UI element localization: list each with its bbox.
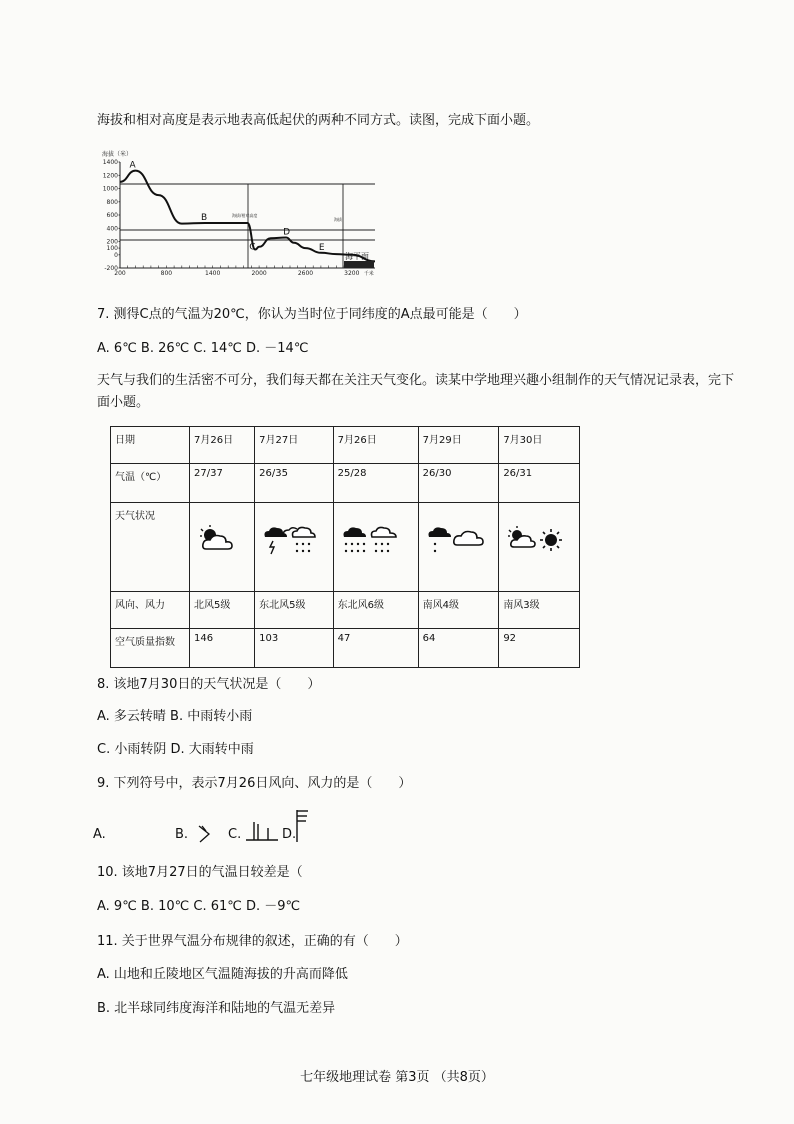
table-cell-weather xyxy=(255,503,333,592)
chart-x-tick-label: 3200 xyxy=(344,270,360,277)
light-rain-to-cloudy-icon xyxy=(425,523,487,557)
chart-point-label-a: A xyxy=(129,160,136,171)
intro-paragraph-2: 天气与我们的生活密不可分，我们每天都在关注天气变化。读某中学地理兴趣小组制作的天气情况记录表，完下面小题。 xyxy=(97,373,735,410)
table-cell-temp: 25/28 xyxy=(333,464,418,503)
table-row-label: 气温（℃） xyxy=(111,464,190,503)
question-7-stem: 7. 测得C点的气温为20℃，你认为当时位于同纬度的A点最可能是（ ） xyxy=(97,307,527,322)
intro-paragraph-1: 海拔和相对高度是表示地表高低起伏的两种不同方式。读图，完成下面小题。 xyxy=(97,113,540,128)
table-cell-wind: 东北风6级 xyxy=(333,592,418,629)
cloudy-to-sunny-icon xyxy=(505,523,567,557)
chart-y-tick-label: 0 xyxy=(114,251,118,259)
table-cell-wind: 北风5级 xyxy=(190,592,255,629)
table-row-weather xyxy=(111,503,580,592)
question-9-option-a-label: A. xyxy=(93,827,106,842)
table-row-label: 日期 xyxy=(111,427,190,464)
question-9-option-d-label: D. xyxy=(282,827,297,842)
chart-x-tick-label: 1400 xyxy=(205,270,221,277)
table-row-date xyxy=(111,427,580,464)
table-row-label: 天气状况 xyxy=(111,503,190,592)
table-cell-temp: 27/37 xyxy=(190,464,255,503)
table-row-temperature xyxy=(111,464,580,503)
table-cell-temp: 26/30 xyxy=(418,464,499,503)
table-cell-temp: 26/35 xyxy=(255,464,333,503)
chart-point-label-e: E xyxy=(318,242,325,253)
chart-x-tick-label: 800 xyxy=(160,270,173,277)
weather-record-table xyxy=(110,426,580,668)
chart-x-tick-label: 2600 xyxy=(297,270,314,277)
question-9-option-c-label: C. xyxy=(228,827,242,842)
table-row-aqi xyxy=(111,629,580,668)
wind-symbol-b-icon xyxy=(196,822,216,844)
question-8-options-ab: A. 多云转晴 B. 中雨转小雨 xyxy=(97,709,253,724)
table-cell-aqi: 47 xyxy=(333,629,418,668)
chart-point-label-b: B xyxy=(201,213,208,223)
table-cell-aqi: 103 xyxy=(255,629,333,668)
table-cell-wind: 南风4级 xyxy=(418,592,499,629)
table-cell-date: 7月30日 xyxy=(499,427,580,464)
chart-x-tick-label: 200 xyxy=(114,270,126,277)
table-row-wind xyxy=(111,592,580,629)
chart-annotation-left: 海拔/相对高度 xyxy=(232,213,258,218)
partly-cloudy-icon xyxy=(196,523,244,553)
chart-y-tick-label: 1400 xyxy=(102,159,118,166)
table-cell-aqi: 92 xyxy=(499,629,580,668)
table-cell-wind: 东北风5级 xyxy=(255,592,333,629)
page-footer: 七年级地理试卷 第3页 （共8页） xyxy=(300,1070,494,1085)
chart-point-label-d: D xyxy=(283,227,291,238)
table-row-label: 风向、风力 xyxy=(111,592,190,629)
thunderstorm-to-moderate-rain-icon xyxy=(261,523,321,557)
question-10-stem: 10. 该地7月27日的气温日较差是（ xyxy=(97,865,303,880)
chart-y-axis-title: 海拔（米） xyxy=(102,151,133,158)
chart-y-tick-label: 400 xyxy=(106,225,118,233)
question-11-option-a: A. 山地和丘陵地区气温随海拔的升高而降低 xyxy=(97,967,348,982)
elevation-profile-chart xyxy=(100,148,390,278)
chart-y-tick-label: 800 xyxy=(106,198,118,206)
table-row-label: 空气质量指数 xyxy=(111,629,190,668)
table-cell-date: 7月27日 xyxy=(255,427,333,464)
chart-y-tick-label: 600 xyxy=(106,212,118,219)
chart-y-tick-label: 1200 xyxy=(102,172,118,180)
question-8-options-cd: C. 小雨转阴 D. 大雨转中雨 xyxy=(97,742,254,757)
chart-x-unit-label: 千米 xyxy=(363,271,374,277)
question-11-stem: 11. 关于世界气温分布规律的叙述，正确的有（ ） xyxy=(97,934,408,949)
heavy-rain-to-moderate-rain-icon xyxy=(340,523,406,557)
table-cell-aqi: 146 xyxy=(190,629,255,668)
chart-y-tick-label: 100 xyxy=(106,245,118,253)
chart-y-tick-label: -200 xyxy=(104,265,118,272)
table-cell-date: 7月26日 xyxy=(333,427,418,464)
chart-y-tick-label: 200 xyxy=(106,238,118,246)
chart-x-tick-label: 2000 xyxy=(251,270,267,277)
chart-annotation-right: 海拔 xyxy=(334,217,342,222)
chart-sea-area xyxy=(344,261,374,268)
wind-symbol-d-icon xyxy=(294,808,312,844)
chart-y-tick-label: 1000 xyxy=(102,185,118,193)
chart-sea-level-label: 海平面 xyxy=(345,252,369,261)
wind-symbol-c-icon xyxy=(244,818,280,844)
table-cell-temp: 26/31 xyxy=(499,464,580,503)
question-9-option-b-label: B. xyxy=(175,827,189,842)
table-cell-weather xyxy=(190,503,255,592)
table-cell-weather xyxy=(333,503,418,592)
table-cell-aqi: 64 xyxy=(418,629,499,668)
table-cell-date: 7月26日 xyxy=(190,427,255,464)
table-cell-wind: 南风3级 xyxy=(499,592,580,629)
chart-point-label-c: C xyxy=(249,242,256,253)
table-cell-weather xyxy=(499,503,580,592)
question-9-stem: 9. 下列符号中，表示7月26日风向、风力的是（ ） xyxy=(97,776,412,791)
question-11-option-b: B. 北半球同纬度海洋和陆地的气温无差异 xyxy=(97,1001,336,1016)
table-cell-weather xyxy=(418,503,499,592)
question-8-stem: 8. 该地7月30日的天气状况是（ ） xyxy=(97,677,321,692)
question-10-options: A. 9℃ B. 10℃ C. 61℃ D. －9℃ xyxy=(97,899,301,914)
table-cell-date: 7月29日 xyxy=(418,427,499,464)
question-7-options: A. 6℃ B. 26℃ C. 14℃ D. －14℃ xyxy=(97,341,309,356)
